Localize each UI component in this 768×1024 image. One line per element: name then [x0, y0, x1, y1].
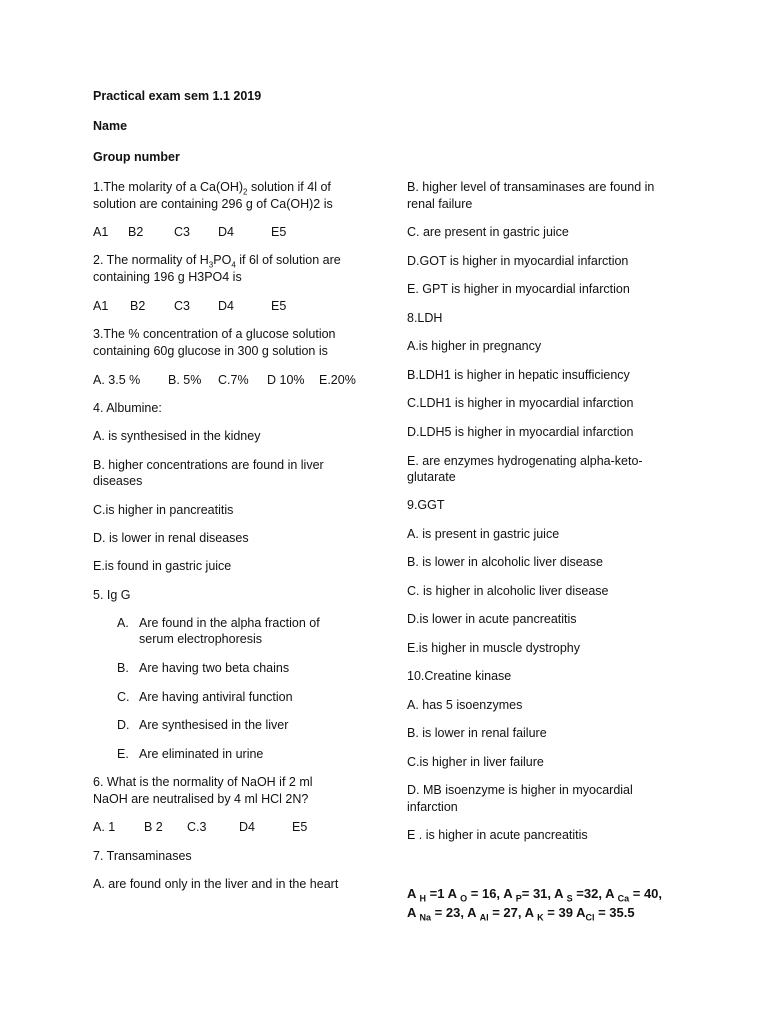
- q1-option-c: C3: [174, 225, 190, 239]
- q3-option-e: E.20%: [319, 373, 356, 387]
- q3-line-1: 3.The % concentration of a glucose solution: [93, 327, 336, 341]
- q9-option-c: C. is higher in alcoholic liver disease: [407, 584, 609, 598]
- q5-option-b-text: Are having two beta chains: [139, 661, 290, 675]
- q7-option-b-line-2: renal failure: [407, 197, 473, 211]
- q5-option-a-line-1: Are found in the alpha fraction of: [139, 616, 320, 630]
- q6-line-2: NaOH are neutralised by 4 ml HCl 2N?: [93, 792, 309, 806]
- q1-option-a: A1: [93, 225, 109, 239]
- q6-option-e: E5: [292, 820, 308, 834]
- q1-option-d: D4: [218, 225, 234, 239]
- q2-option-c: C3: [174, 299, 190, 313]
- q2-line-2: containing 196 g H3PO4 is: [93, 270, 242, 284]
- q4-title: 4. Albumine:: [93, 401, 162, 415]
- q2-option-e: E5: [271, 299, 287, 313]
- q7-option-e: E. GPT is higher in myocardial infarction: [407, 282, 630, 296]
- q10-option-b: B. is lower in renal failure: [407, 726, 547, 740]
- q10-option-e: E . is higher in acute pancreatitis: [407, 828, 588, 842]
- atomic-masses-row-2: A $_{Na}$ = 23, A $_{Al}$ = 27, A $_K$ = 39 $A_{Cl} = 35.5$: [407, 905, 635, 923]
- q6-option-d: D4: [239, 820, 255, 834]
- q1-line-1: 1.The molarity of a $Ca(OH)_2$ solution if 4l of: [93, 180, 331, 197]
- q2-option-b: B2: [130, 299, 146, 313]
- group-number-label: Group number: [93, 150, 180, 164]
- q9-title: 9.GGT: [407, 498, 445, 512]
- q2-option-d: D4: [218, 299, 234, 313]
- q10-option-d-line-1: D. MB isoenzyme is higher in myocardial: [407, 783, 633, 797]
- q10-option-a: A. has 5 isoenzymes: [407, 698, 523, 712]
- q8-option-e-line-2: glutarate: [407, 470, 456, 484]
- q4-option-b-line-1: B. higher concentrations are found in liver: [93, 458, 324, 472]
- q8-option-a: A.is higher in pregnancy: [407, 339, 542, 353]
- q3-option-c: C.7%: [218, 373, 249, 387]
- q5-option-d-letter: D.: [117, 718, 130, 732]
- exam-title: Practical exam sem 1.1 2019: [93, 89, 262, 103]
- q5-option-a-line-2: serum electrophoresis: [139, 632, 262, 646]
- q1-line-2: solution are containing 296 g of Ca(OH)2 is: [93, 197, 333, 211]
- q3-line-2: containing 60g glucose in 300 g solution is: [93, 344, 328, 358]
- q5-option-a-letter: A.: [117, 616, 129, 630]
- q4-option-b-line-2: diseases: [93, 474, 143, 488]
- name-label: Name: [93, 119, 128, 133]
- q4-option-a: A. is synthesised in the kidney: [93, 429, 261, 443]
- q5-option-e-letter: E.: [117, 747, 129, 761]
- q10-title: 10.Creatine kinase: [407, 669, 512, 683]
- q8-option-d: D.LDH5 is higher in myocardial infarction: [407, 425, 634, 439]
- q5-option-c-letter: C.: [117, 690, 130, 704]
- q7-option-a: A. are found only in the liver and in the heart: [93, 877, 339, 891]
- q7-option-d: D.GOT is higher in myocardial infarction: [407, 254, 629, 268]
- q7-option-c: C. are present in gastric juice: [407, 225, 569, 239]
- q4-option-e: E.is found in gastric juice: [93, 559, 232, 573]
- q5-option-e-text: Are eliminated in urine: [139, 747, 264, 761]
- q8-title: 8.LDH: [407, 311, 443, 325]
- q10-option-c: C.is higher in liver failure: [407, 755, 544, 769]
- q5-option-d-text: Are synthesised in the liver: [139, 718, 289, 732]
- q7-title: 7. Transaminases: [93, 849, 192, 863]
- q8-option-e-line-1: E. are enzymes hydrogenating alpha-keto-: [407, 454, 643, 468]
- q4-option-c: C.is higher in pancreatitis: [93, 503, 234, 517]
- q3-option-d: D 10%: [267, 373, 305, 387]
- q9-option-a: A. is present in gastric juice: [407, 527, 560, 541]
- q8-option-b: B.LDH1 is higher in hepatic insufficiency: [407, 368, 630, 382]
- q9-option-b: B. is lower in alcoholic liver disease: [407, 555, 603, 569]
- q6-line-1: 6. What is the normality of NaOH if 2 ml: [93, 775, 313, 789]
- q5-option-c-text: Are having antiviral function: [139, 690, 293, 704]
- q9-option-e: E.is higher in muscle dystrophy: [407, 641, 580, 655]
- q7-option-b-line-1: B. higher level of transaminases are found in: [407, 180, 655, 194]
- q10-option-d-line-2: infarction: [407, 800, 458, 814]
- q1-option-e: E5: [271, 225, 287, 239]
- q6-option-c: C.3: [187, 820, 207, 834]
- q1-option-b: B2: [128, 225, 144, 239]
- q4-option-d: D. is lower in renal diseases: [93, 531, 249, 545]
- q9-option-d: D.is lower in acute pancreatitis: [407, 612, 577, 626]
- q2-line-1: 2. The normality of $H_3PO_4$ if 6l of solution are: [93, 253, 341, 270]
- q8-option-c: C.LDH1 is higher in myocardial infarction: [407, 396, 634, 410]
- q6-option-b: B 2: [144, 820, 163, 834]
- q3-option-b: B. 5%: [168, 373, 202, 387]
- q3-option-a: A. 3.5 %: [93, 373, 141, 387]
- atomic-masses-row-1: A $_H$ =1 A $_O$ = 16, A $_P$= 31, A $_S$ =32, A $_{Ca}$ = 40,: [407, 886, 663, 904]
- q5-option-b-letter: B.: [117, 661, 129, 675]
- q5-title: 5. Ig G: [93, 588, 131, 602]
- q6-option-a: A. 1: [93, 820, 116, 834]
- q2-option-a: A1: [93, 299, 109, 313]
